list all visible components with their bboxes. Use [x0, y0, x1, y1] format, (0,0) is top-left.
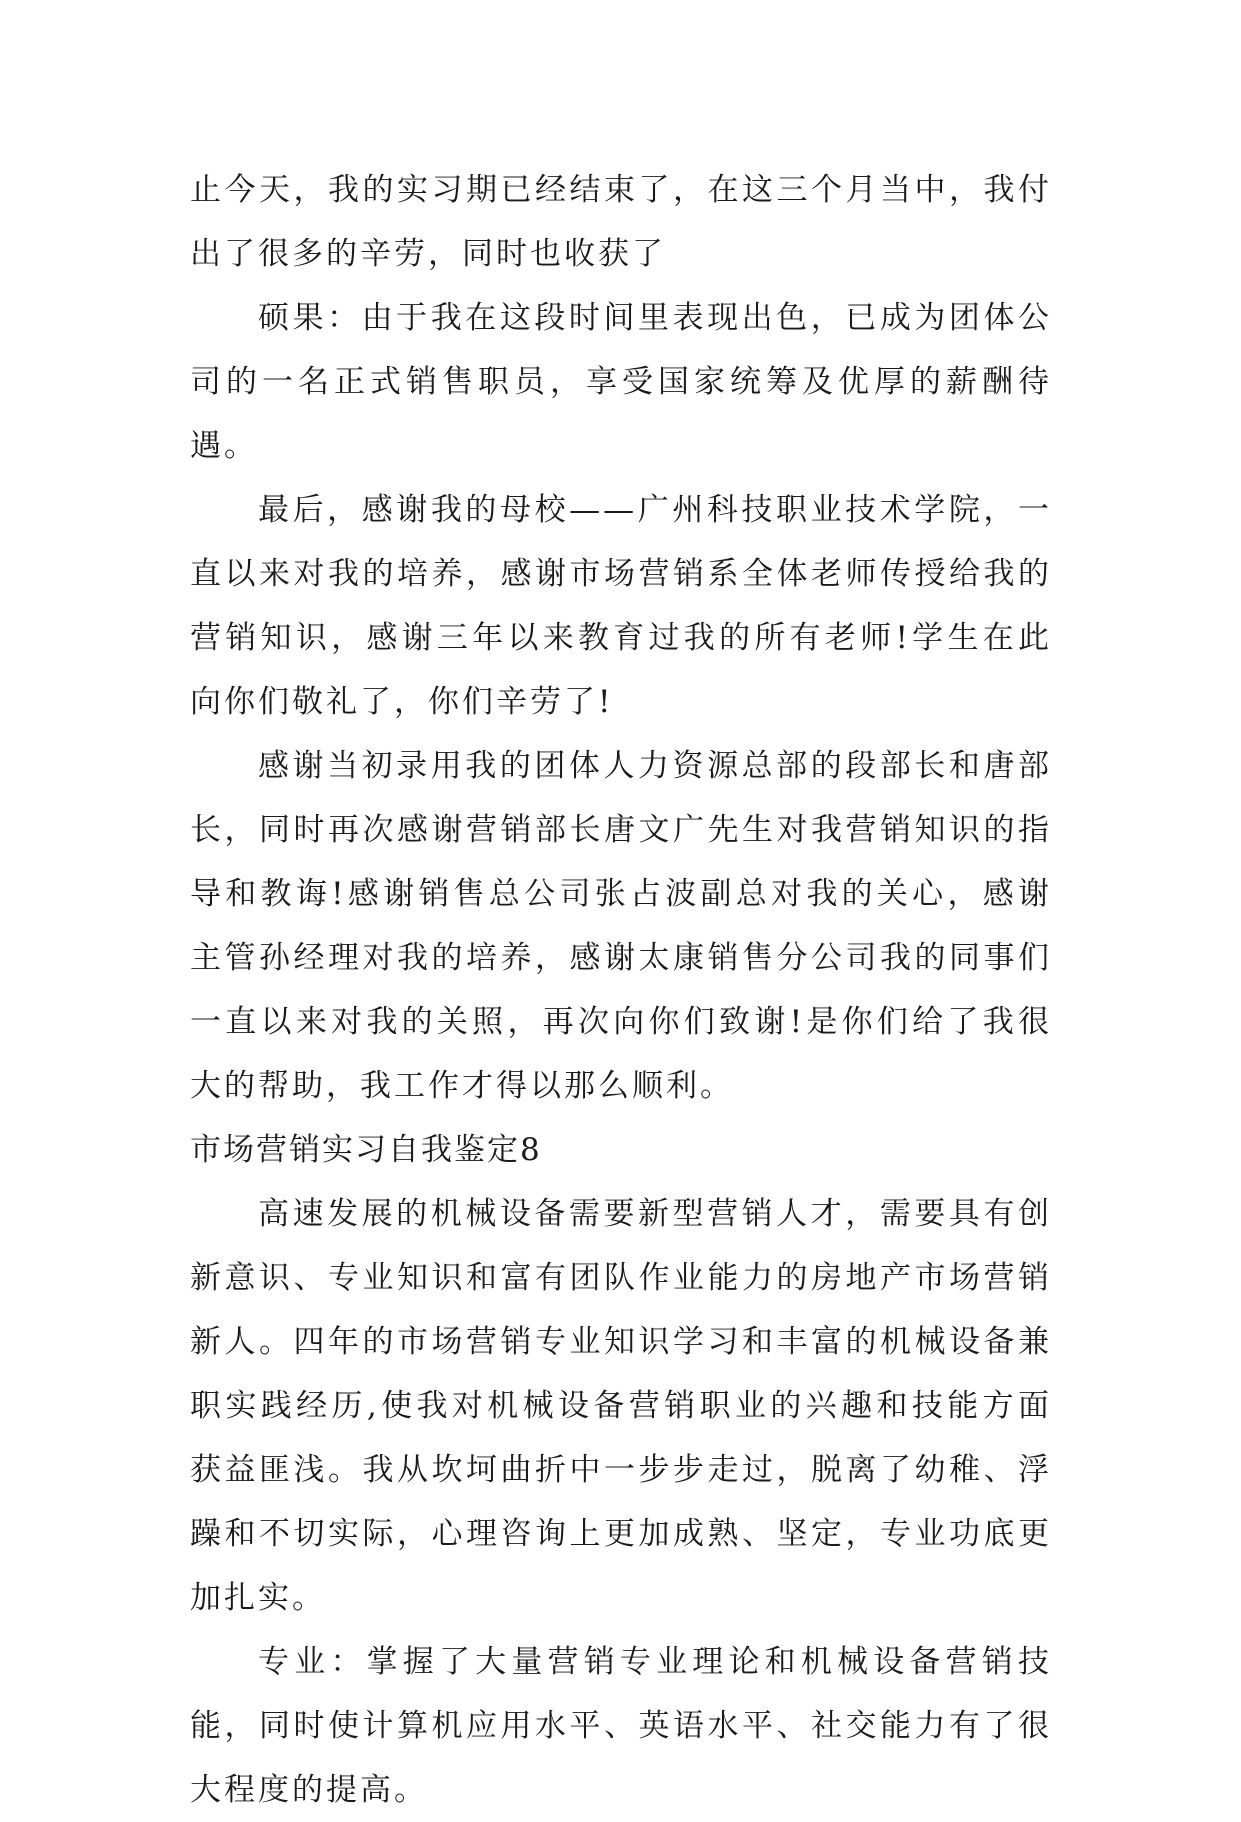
paragraph-continuation: 止今天，我的实习期已经结束了，在这三个月当中，我付出了很多的辛劳，同时也收获了 [190, 172, 1052, 272]
paragraph-results: 硕果：由于我在这段时间里表现出色，已成为团体公司的一名正式销售职员，享受国家统筹及优厚的薪酬待遇。 [190, 300, 1052, 464]
paragraph-professional: 专业：掌握了大量营销专业理论和机械设备营销技能，同时使计算机应用水平、英语水平、社交能力有了很大程度的提高。 [190, 1644, 1052, 1808]
paragraph-thanks-school: 最后，感谢我的母校——广州科技职业技术学院，一直以来对我的培养，感谢市场营销系全体老师传授给我的营销知识，感谢三年以来教育过我的所有老师!学生在此向你们敬礼了，你们辛劳了! [190, 492, 1052, 720]
document-body [190, 158, 1052, 1822]
section-heading: 市场营销实习自我鉴定8 [190, 1132, 542, 1168]
paragraph-intro: 高速发展的机械设备需要新型营销人才，需要具有创新意识、专业知识和富有团队作业能力的房地产市场营销新人。四年的市场营销专业知识学习和丰富的机械设备兼职实践经历,使我对机械设备营销职业的兴趣和技能方面获益匪浅。我从坎坷曲折中一步步走过，脱离了幼稚、浮躁和不切实际，心理咨询上更加成熟、坚定，专业功底更加扎实。 [190, 1196, 1052, 1616]
paragraph-thanks-colleagues: 感谢当初录用我的团体人力资源总部的段部长和唐部长，同时再次感谢营销部长唐文广先生对我营销知识的指导和教诲!感谢销售总公司张占波副总对我的关心，感谢主管孙经理对我的培养，感谢太康销售分公司我的同事们一直以来对我的关照，再次向你们致谢!是你们给了我很大的帮助，我工作才得以那么顺利。 [190, 748, 1052, 1104]
